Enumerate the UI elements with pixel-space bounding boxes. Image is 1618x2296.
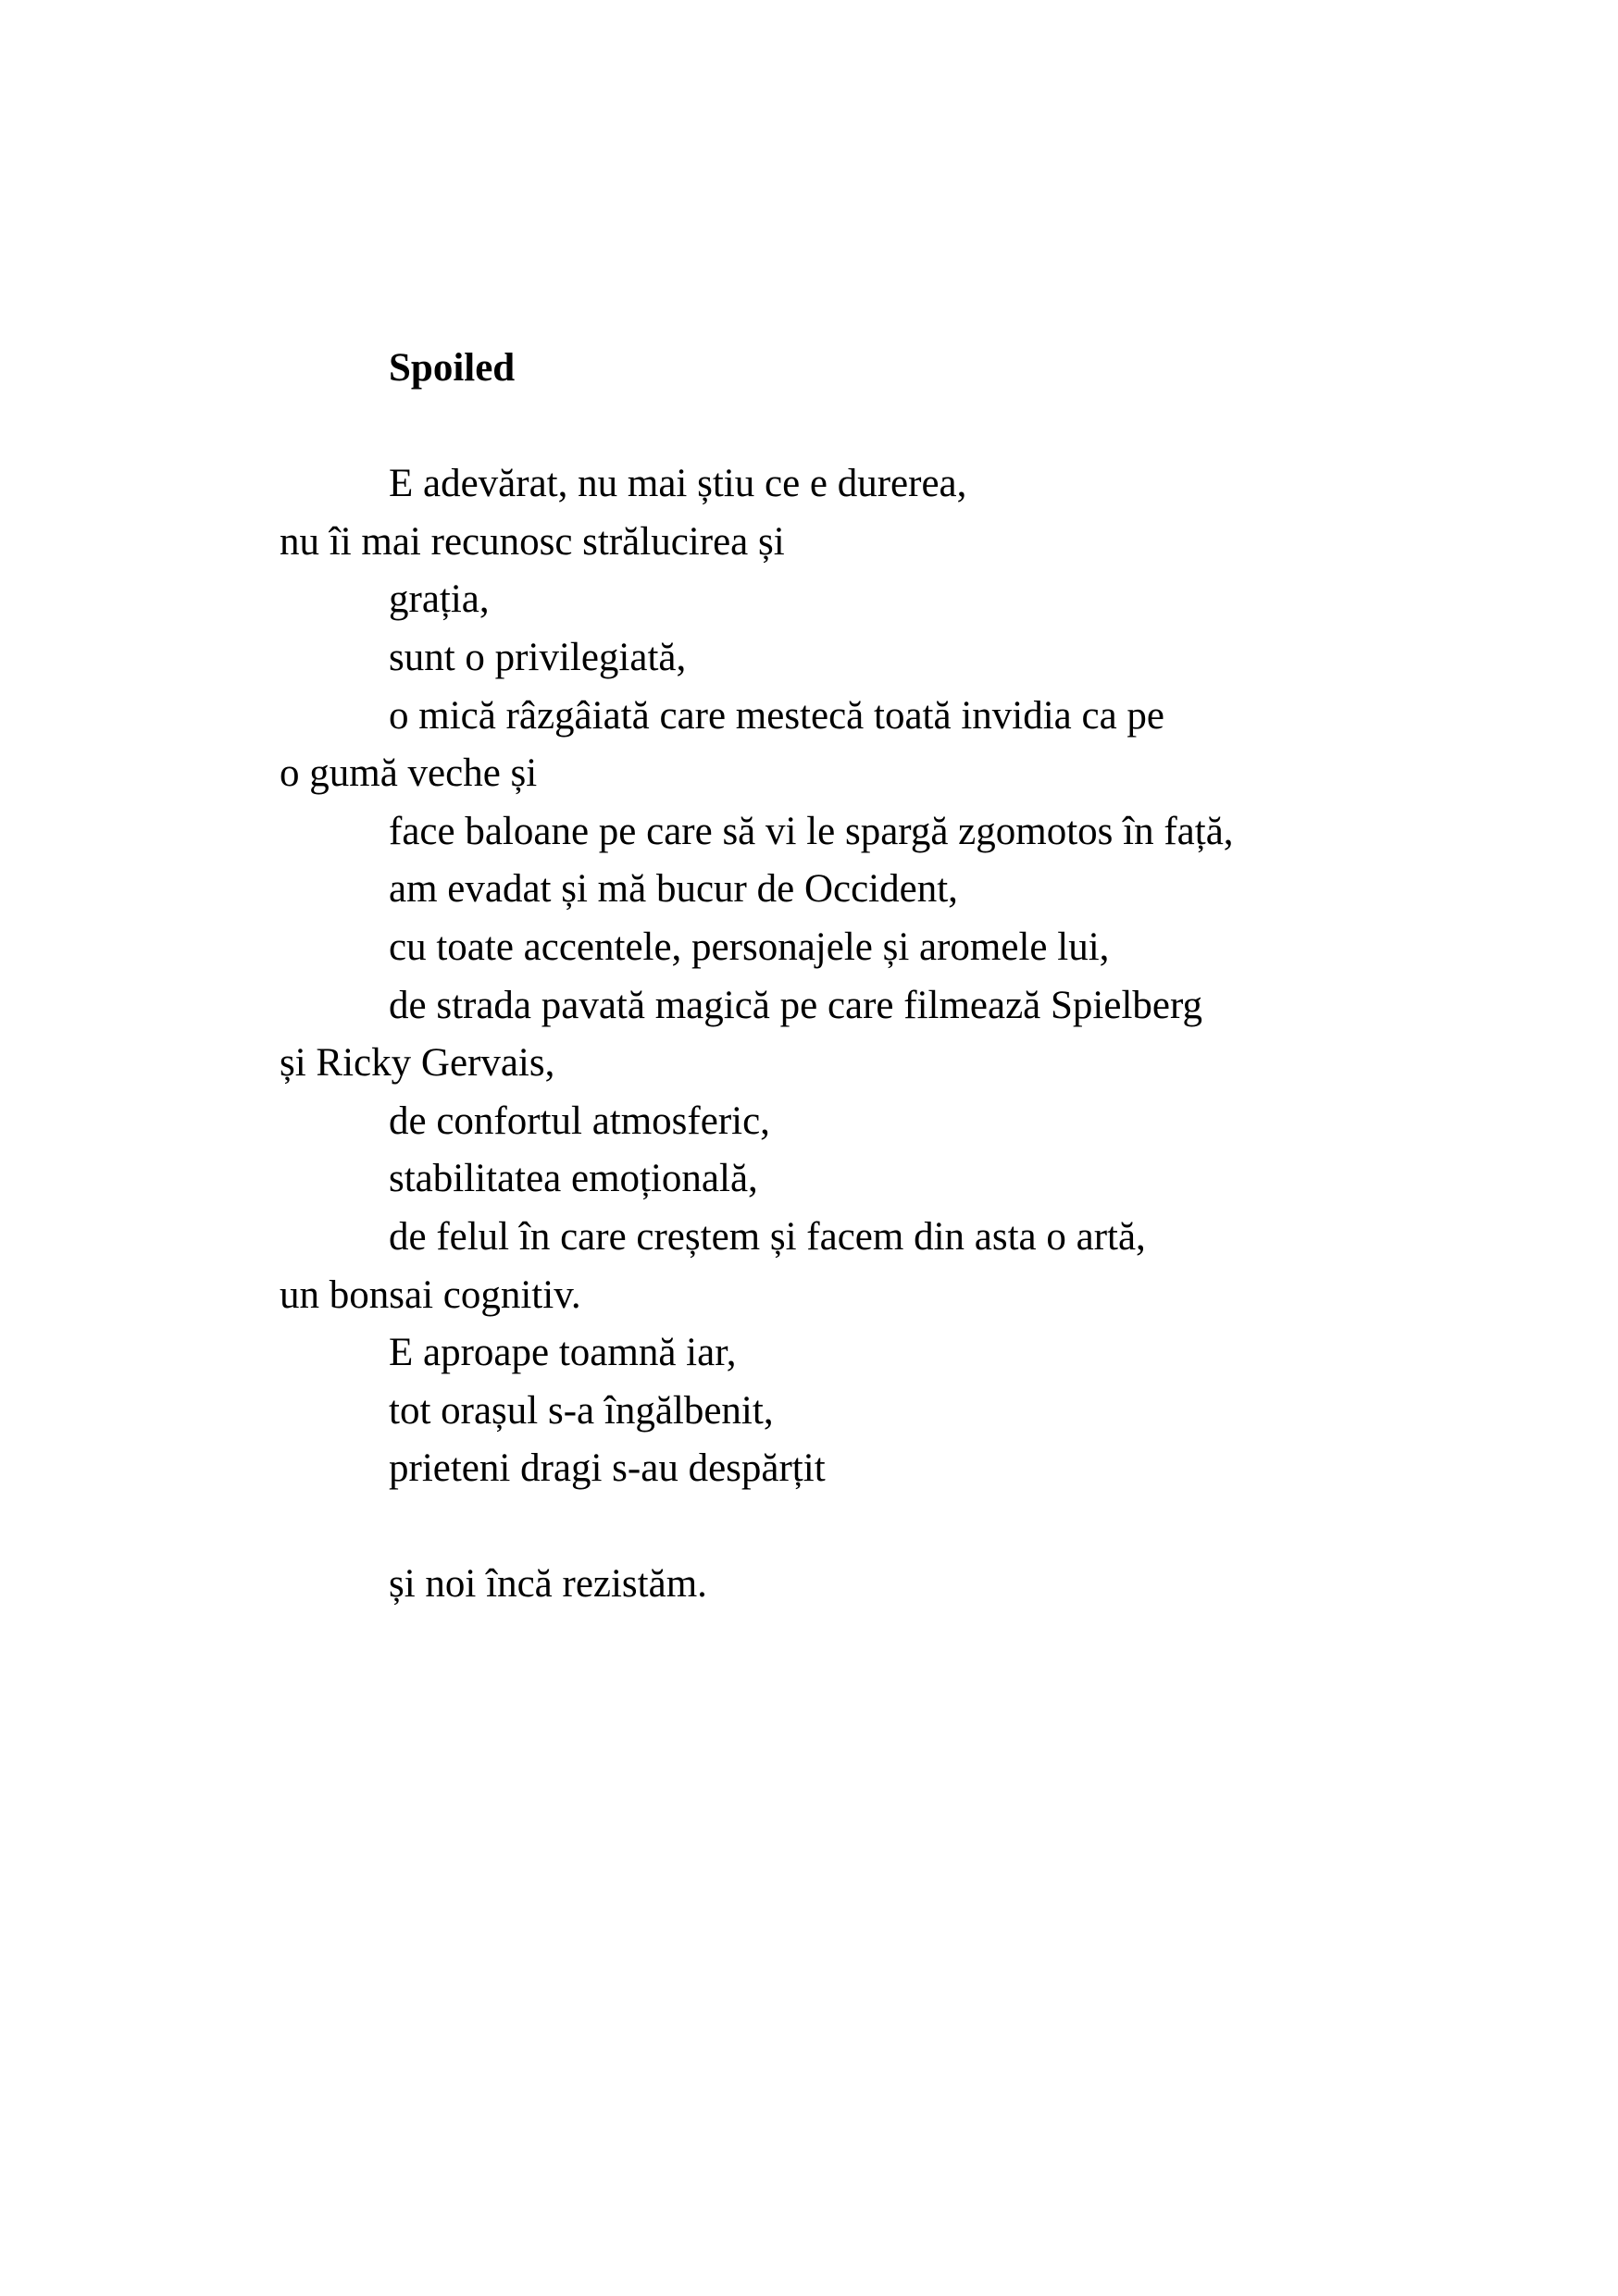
poem-line: și noi încă rezistăm. bbox=[389, 1562, 707, 1607]
poem-line: prieteni dragi s-au despărțit bbox=[389, 1446, 826, 1491]
spacer-line bbox=[280, 398, 1507, 456]
poem-line: și Ricky Gervais, bbox=[280, 1041, 555, 1086]
poem-line: de strada pavată magică pe care filmează Spielberg bbox=[389, 983, 1203, 1027]
poem-line: de felul în care creștem și facem din asta o artă, bbox=[389, 1214, 1146, 1259]
poem-line: un bonsai cognitiv. bbox=[280, 1272, 581, 1317]
poem-title: Spoiled bbox=[389, 346, 516, 390]
poem-line: face baloane pe care să vi le spargă zgomotos în față, bbox=[389, 809, 1234, 853]
poem-line: o mică râzgâiată care mestecă toată invidia ca pe bbox=[389, 693, 1164, 738]
poem-line: stabilitatea emoțională, bbox=[389, 1157, 758, 1201]
poem-line: nu îi mai recunosc strălucirea și bbox=[280, 519, 785, 564]
poem-line: sunt o privilegiată, bbox=[389, 635, 687, 679]
poem-body bbox=[280, 455, 1507, 1614]
poem-line: de confortul atmosferic, bbox=[389, 1098, 770, 1143]
poem-line: am evadat și mă bucur de Occident, bbox=[389, 867, 958, 912]
poem-line: grația, bbox=[389, 577, 490, 622]
poem-line: E adevărat, nu mai știu ce e durerea, bbox=[389, 462, 967, 506]
poem-line: E aproape toamnă iar, bbox=[389, 1331, 737, 1375]
poem bbox=[280, 340, 1507, 1614]
poem-line: o gumă veche și bbox=[280, 751, 538, 796]
poem-line: tot orașul s-a îngălbenit, bbox=[389, 1388, 774, 1433]
poem-line: cu toate accentele, personajele și aromele lui, bbox=[389, 925, 1110, 969]
poem-line bbox=[280, 1498, 1507, 1557]
